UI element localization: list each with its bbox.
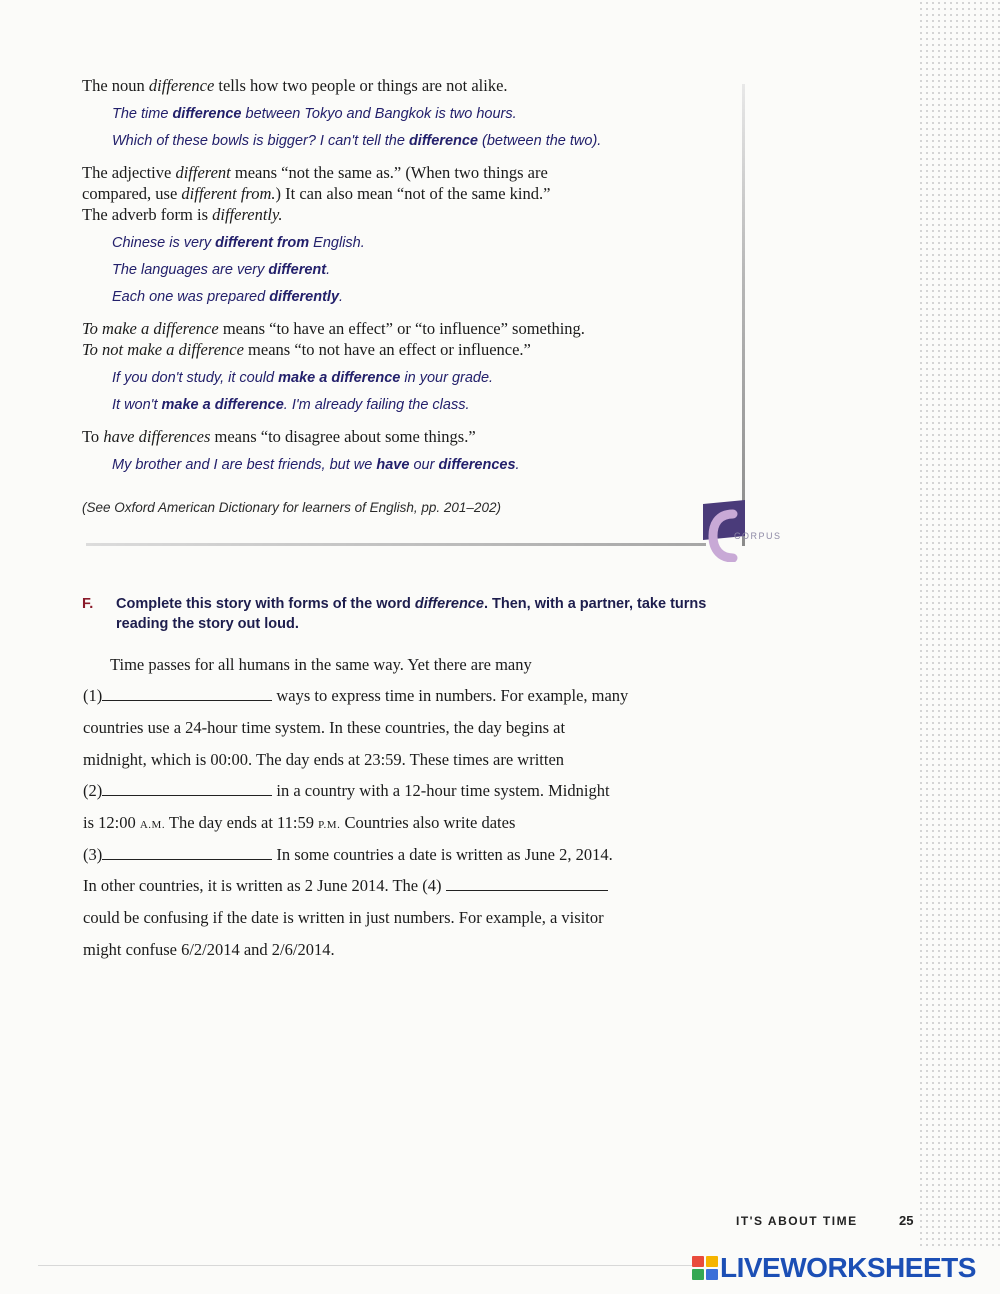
example-sentence: The time difference between Tokyo and Bangkok is two hours.: [112, 106, 517, 122]
answer-blank-4[interactable]: [446, 889, 608, 891]
box-border-bottom: [86, 543, 706, 546]
noun-definition: The noun difference tells how two people or things are not alike.: [82, 76, 508, 95]
liveworksheets-watermark: [692, 1252, 976, 1284]
story-line: Time passes for all humans in the same way. Yet there are many: [110, 655, 532, 674]
answer-blank-2[interactable]: [102, 794, 272, 796]
example-sentence: My brother and I are best friends, but we have our differences.: [112, 457, 520, 473]
box-border-right: [742, 84, 745, 546]
example-sentence: The languages are very different.: [112, 262, 331, 278]
story-line: In other countries, it is written as 2 June 2014. The (4): [83, 876, 608, 896]
story-line: midnight, which is 00:00. The day ends at 23:59. These times are written: [83, 750, 565, 769]
example-sentence: If you don't study, it could make a difference in your grade.: [112, 370, 494, 386]
example-sentence: It won't make a difference. I'm already failing the class.: [112, 397, 470, 413]
make-difference-definition: To make a difference means “to have an effect” or “to influence” something. To not make a difference means “to not have an effect or influence.”: [82, 319, 585, 359]
corpus-label: CORPUS: [734, 531, 782, 541]
adjective-definition: The adjective different means “not the same as.” (When two things are compared, use different from.) It can also mean “not of the same kind.” The adverb form is differently.: [82, 163, 551, 224]
story-line: is 12:00 A.M. The day ends at 11:59 P.M. Countries also write dates: [83, 813, 516, 832]
answer-blank-3[interactable]: [102, 858, 272, 860]
example-sentence: Chinese is very different from English.: [112, 235, 365, 251]
liveworksheets-logo-icon: [692, 1256, 718, 1280]
story-line: might confuse 6/2/2014 and 2/6/2014.: [83, 940, 335, 959]
running-title: IT'S ABOUT TIME: [736, 1214, 858, 1228]
answer-blank-1[interactable]: [102, 699, 272, 701]
story-line: (3) In some countries a date is written as June 2, 2014.: [83, 845, 613, 864]
story-line: (2) in a country with a 12-hour time system. Midnight: [83, 781, 610, 800]
source-citation: (See Oxford American Dictionary for learners of English, pp. 201–202): [82, 500, 501, 515]
exercise-letter: F.: [82, 596, 94, 612]
story-line: countries use a 24-hour time system. In these countries, the day begins at: [83, 718, 566, 737]
dotted-margin: [918, 0, 1000, 1250]
story-line: (1) ways to express time in numbers. For example, many: [83, 686, 629, 705]
story-line: could be confusing if the date is written in just numbers. For example, a visitor: [83, 908, 604, 927]
page-number: 25: [899, 1213, 914, 1228]
bottom-rule: [38, 1265, 698, 1266]
example-sentence: Each one was prepared differently.: [112, 289, 344, 305]
liveworksheets-brand: LIVEWORKSHEETS: [720, 1252, 976, 1283]
have-differences-definition: To have differences means “to disagree about some things.”: [82, 427, 476, 446]
example-sentence: Which of these bowls is bigger? I can't tell the difference (between the two).: [112, 133, 602, 149]
exercise-instruction: F. Complete this story with forms of the word difference. Then, with a partner, take turns reading the story out loud.: [82, 596, 707, 632]
